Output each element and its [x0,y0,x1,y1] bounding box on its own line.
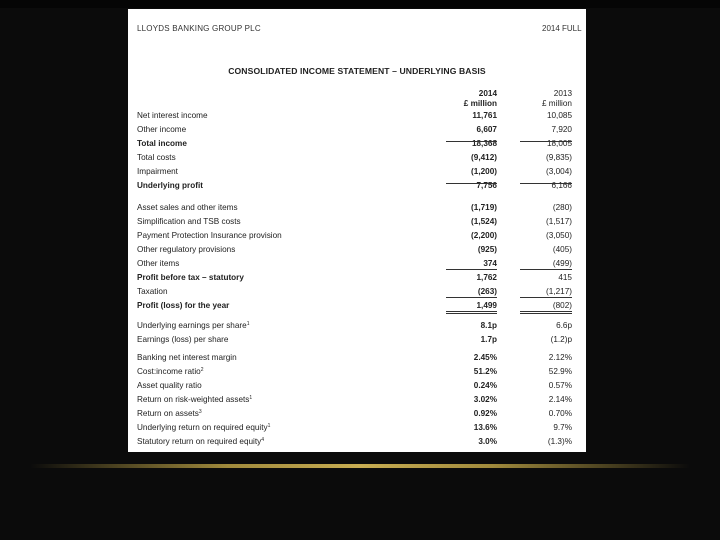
slide-divider-glow [30,464,690,468]
table-row [128,125,586,136]
value-2013: 6.6p [556,321,572,330]
value-2013: (1,217) [546,287,572,296]
value-2013: (3,050) [546,231,572,240]
footnote-marker: 1 [267,423,271,429]
value-2014: 374 [483,259,497,268]
table-row [128,259,586,270]
row-label-text: Earnings (loss) per share [137,335,229,344]
value-2013: 18,005 [546,139,572,148]
row-label [137,423,270,432]
table-row [128,217,586,228]
rule-total-income [446,141,497,142]
table-row [128,301,586,312]
value-2013: (1.2)p [550,335,572,344]
value-2014: 1,762 [476,273,497,282]
rule-profit-before-tax-2013 [520,269,572,270]
row-label-text: Cost:income ratio [137,367,201,376]
row-label-text: Total costs [137,153,176,162]
row-label-text: Underlying earnings per share [137,321,247,330]
row-label-text: Asset sales and other items [137,203,238,212]
footnote-marker: 1 [249,395,253,401]
value-2013: (405) [552,245,572,254]
row-label [137,437,264,446]
value-2013: (280) [552,203,572,212]
table-row [128,395,586,406]
row-label [137,353,237,362]
row-label [137,335,228,344]
row-label-text: Taxation [137,287,168,296]
row-label [137,301,229,310]
table-row [128,423,586,434]
value-2014: (2,200) [471,231,497,240]
value-2014: (1,200) [471,167,497,176]
value-2014: 3.0% [478,437,497,446]
row-label-text: Underlying profit [137,181,203,190]
table-row [128,321,586,332]
rule-underlying-profit [446,183,497,184]
value-2014: 13.6% [473,423,497,432]
row-label-text: Other income [137,125,187,134]
row-label [137,167,178,176]
row-label [137,203,238,212]
value-2013: (9,835) [546,153,572,162]
row-label [137,181,203,190]
value-2014: (1,524) [471,217,497,226]
row-label-text: Payment Protection Insurance provision [137,231,282,240]
column-2013-unit: £ million [541,98,572,108]
value-2014: 0.24% [473,381,497,390]
value-2013: 0.57% [548,381,572,390]
row-label-text: Simplification and TSB costs [137,217,241,226]
row-label [137,217,241,226]
value-2013: 2.12% [548,353,572,362]
footnote-marker: 4 [261,437,265,443]
value-2013: 10,085 [546,111,572,120]
row-label [137,231,282,240]
rule-taxation [446,297,497,298]
row-label [137,367,204,376]
table-row [128,335,586,346]
row-label-text: Other items [137,259,180,268]
table-row [128,353,586,364]
row-label [137,125,186,134]
value-2013: 9.7% [553,423,572,432]
column-header-2014 [428,89,497,108]
value-2013: 2.14% [548,395,572,404]
column-2014-year: 2014 [478,89,497,98]
value-2014: 3.02% [473,395,497,404]
column-2013-year: 2013 [553,89,572,98]
value-2014: 18,368 [471,139,497,148]
row-label [137,395,252,404]
value-2013: (1.3)% [547,437,572,446]
table-row [128,437,586,448]
row-label [137,111,208,120]
table-row [128,167,586,178]
value-2014: (925) [477,245,497,254]
company-header: LLOYDS BANKING GROUP PLC [137,24,261,33]
value-2014: 11,761 [472,111,497,120]
row-label [137,273,244,282]
table-row [128,181,586,192]
rule-underlying-profit-2013 [520,183,572,184]
footnote-marker: 1 [246,321,250,327]
value-2014: 1.7p [480,335,497,344]
row-label [137,259,179,268]
row-label [137,409,202,418]
table-row [128,287,586,298]
footnote-marker: 3 [198,409,202,415]
report-header: 2014 FULL [542,24,582,33]
row-label [137,245,235,254]
value-2013: 0.70% [548,409,572,418]
value-2013: (1,517) [546,217,572,226]
value-2014: (9,412) [471,153,497,162]
footnote-marker: 2 [200,367,204,373]
row-label-text: Impairment [137,167,178,176]
value-2014: (263) [477,287,497,296]
value-2014: 2.45% [473,353,497,362]
row-label-text: Profit (loss) for the year [137,301,230,310]
value-2013: (499) [552,259,572,268]
value-2014: 7,756 [476,181,497,190]
value-2013: (3,004) [546,167,572,176]
row-label [137,139,187,148]
row-label-text: Return on risk-weighted assets [137,395,250,404]
table-row [128,153,586,164]
column-2014-unit: £ million [463,98,497,108]
table-row [128,203,586,214]
row-label-text: Asset quality ratio [137,381,202,390]
row-label-text: Total income [137,139,187,148]
table-row [128,139,586,150]
table-row [128,231,586,242]
table-row [128,245,586,256]
table-row [128,111,586,122]
table-row [128,381,586,392]
value-2013: 7,920 [551,125,572,134]
row-label-text: Banking net interest margin [137,353,237,362]
value-2014: 8.1p [480,321,497,330]
value-2013: 415 [558,273,572,282]
row-label [137,153,176,162]
table-row [128,409,586,420]
row-label-text: Return on assets [137,409,199,418]
row-label [137,321,249,330]
table-row [128,367,586,378]
rule-profit-before-tax [446,269,497,270]
document-page [128,9,586,452]
rule-profit-year-2013 [520,311,572,314]
row-label-text: Other regulatory provisions [137,245,236,254]
row-label-text: Underlying return on required equity [137,423,268,432]
rule-total-income-2013 [520,141,572,142]
rule-taxation-2013 [520,297,572,298]
column-header-2013 [500,89,572,108]
value-2014: 1,499 [476,301,497,310]
row-label-text: Profit before tax – statutory [137,273,244,282]
row-label [137,381,202,390]
rule-profit-year [446,311,497,314]
row-label-text: Statutory return on required equity [137,437,262,446]
row-label [137,287,168,296]
value-2014: 6,607 [476,125,497,134]
value-2013: 52.9% [548,367,572,376]
row-label-text: Net interest income [137,111,208,120]
table-row [128,273,586,284]
statement-title: CONSOLIDATED INCOME STATEMENT – UNDERLYING BASIS [228,66,486,76]
value-2014: (1,719) [471,203,497,212]
value-2014: 0.92% [473,409,497,418]
value-2014: 51.2% [473,367,497,376]
slide-top-border [0,0,720,8]
value-2013: (802) [552,301,572,310]
value-2013: 6,166 [551,181,572,190]
